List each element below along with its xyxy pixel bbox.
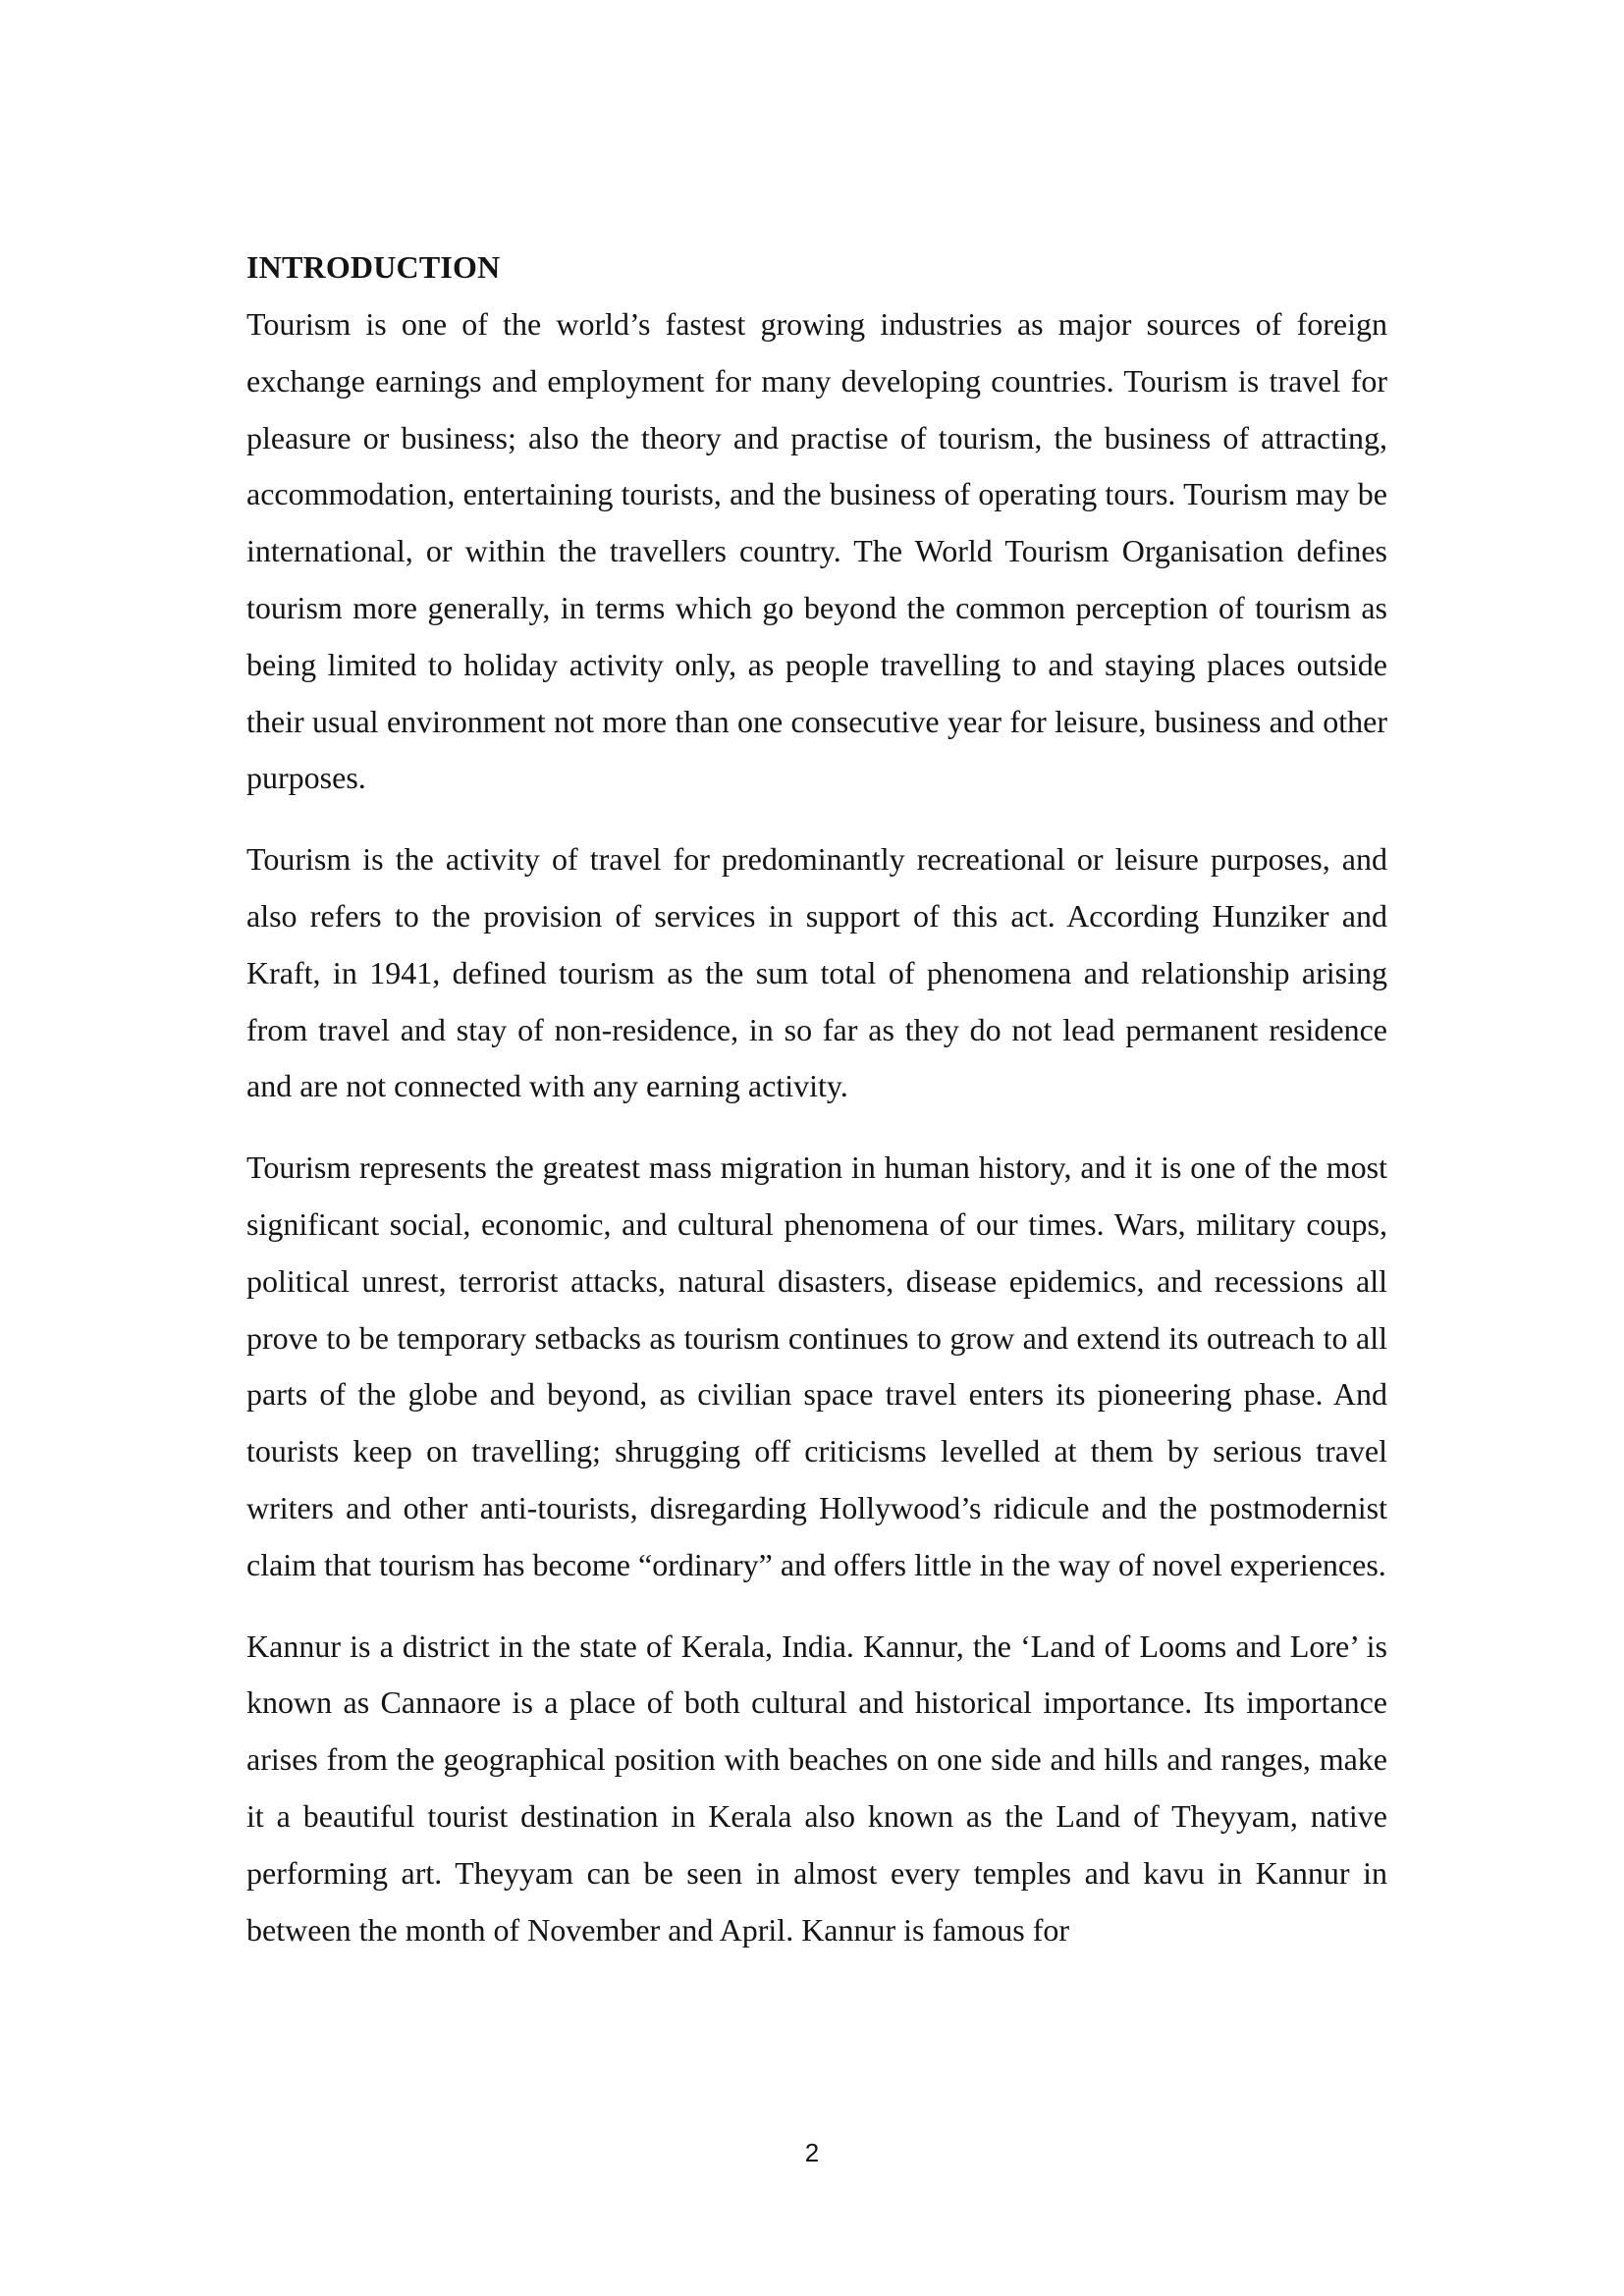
page-content xyxy=(246,243,1387,1983)
paragraph-4: Kannur is a district in the state of Kerala, India. Kannur, the ‘Land of Looms and Lore’ is known as Cannaore is a place of both cultural and historical importance. Its importance arises from the geographical position with beaches on one side and hills and ranges, make it a beautiful tourist destination in Kerala also known as the Land of Theyyam, native performing art. Theyyam can be seen in almost every temples and kavu in Kannur in between the month of November and April. Kannur is famous for xyxy=(246,1628,1387,1948)
section-heading: INTRODUCTION xyxy=(246,249,501,285)
page-number: 2 xyxy=(804,2138,820,2167)
paragraph-1: Tourism is one of the world’s fastest growing industries as major sources of foreign exchange earnings and employment for many developing countries. Tourism is travel for pleasure or business; also the theory and practise of tourism, the business of attracting, accommodation, entertaining tourists, and the business of operating tours. Tourism may be international, or within the travellers country. The World Tourism Organisation defines tourism more generally, in terms which go beyond the common perception of tourism as being limited to holiday activity only, as people travelling to and staying places outside their usual environment not more than one consecutive year for leisure, business and other purposes. xyxy=(246,306,1387,796)
paragraph-2: Tourism is the activity of travel for predominantly recreational or leisure purposes, and also refers to the provision of services in support of this act. According Hunziker and Kraft, in 1941, defined tourism as the sum total of phenomena and relationship arising from travel and stay of non-residence, in so far as they do not lead permanent residence and are not connected with any earning activity. xyxy=(246,841,1387,1104)
paragraph-3: Tourism represents the greatest mass migration in human history, and it is one of the most significant social, economic, and cultural phenomena of our times. Wars, military coups, political unrest, terrorist attacks, natural disasters, disease epidemics, and recessions all prove to be temporary setbacks as tourism continues to grow and extend its outreach to all parts of the globe and beyond, as civilian space travel enters its pioneering phase. And tourists keep on travelling; shrugging off criticisms levelled at them by serious travel writers and other anti-tourists, disregarding Hollywood’s ridicule and the postmodernist claim that tourism has become “ordinary” and offers little in the way of novel experiences. xyxy=(246,1149,1387,1582)
